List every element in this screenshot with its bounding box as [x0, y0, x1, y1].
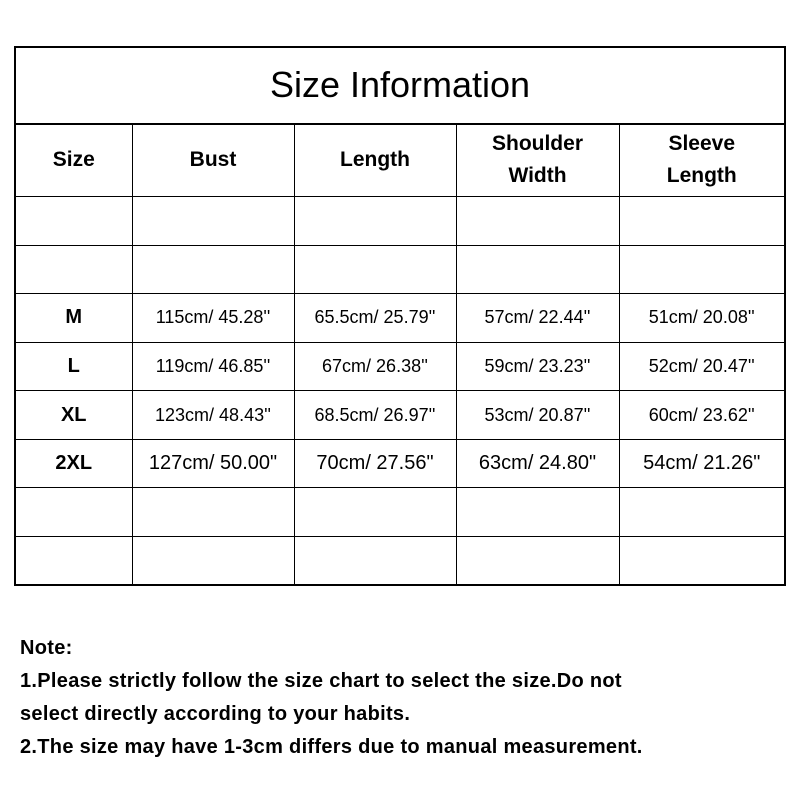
empty-row [15, 536, 785, 585]
empty-cell [132, 245, 294, 294]
size-cell: XL [15, 391, 132, 440]
empty-cell [132, 536, 294, 585]
header-bust: Bust [132, 124, 294, 197]
shoulder-cell: 53cm/ 20.87'' [456, 391, 619, 440]
header-shoulder-line2: Width [508, 164, 567, 188]
empty-cell [456, 245, 619, 294]
note-section [20, 632, 790, 764]
size-cell: M [15, 294, 132, 343]
header-size: Size [15, 124, 132, 197]
note-line-3: 2.The size may have 1-3cm differs due to manual measurement. [20, 736, 643, 758]
empty-cell [294, 245, 456, 294]
note-line-1: 1.Please strictly follow the size chart to select the size.Do not [20, 670, 622, 692]
header-shoulder-line1: Shoulder [491, 132, 583, 156]
empty-cell [456, 488, 619, 537]
table-row [15, 439, 785, 488]
header-sleeve-line1: Sleeve [668, 132, 736, 156]
size-table [14, 46, 786, 586]
empty-row [15, 197, 785, 246]
empty-cell [294, 488, 456, 537]
bust-cell: 119cm/ 46.85'' [132, 342, 294, 391]
table-row [15, 342, 785, 391]
empty-cell [15, 488, 132, 537]
bust-cell: 115cm/ 45.28'' [132, 294, 294, 343]
empty-row [15, 488, 785, 537]
bust-cell: 127cm/ 50.00" [132, 439, 294, 488]
header-shoulder-width [456, 124, 619, 197]
table-row [15, 391, 785, 440]
shoulder-cell: 59cm/ 23.23'' [456, 342, 619, 391]
header-length: Length [294, 124, 456, 197]
length-cell: 70cm/ 27.56" [294, 439, 456, 488]
table-title: Size Information [15, 47, 785, 124]
empty-cell [294, 536, 456, 585]
empty-row [15, 245, 785, 294]
length-cell: 65.5cm/ 25.79'' [294, 294, 456, 343]
empty-cell [619, 536, 785, 585]
header-sleeve-length [619, 124, 785, 197]
empty-cell [15, 197, 132, 246]
header-row [15, 124, 785, 197]
length-cell: 67cm/ 26.38'' [294, 342, 456, 391]
empty-cell [456, 197, 619, 246]
empty-cell [294, 197, 456, 246]
length-cell: 68.5cm/ 26.97'' [294, 391, 456, 440]
size-cell: L [15, 342, 132, 391]
empty-cell [619, 245, 785, 294]
sleeve-cell: 54cm/ 21.26" [619, 439, 785, 488]
empty-cell [456, 536, 619, 585]
bust-cell: 123cm/ 48.43'' [132, 391, 294, 440]
empty-cell [15, 245, 132, 294]
header-sleeve-line2: Length [666, 164, 737, 188]
sleeve-cell: 60cm/ 23.62'' [619, 391, 785, 440]
empty-cell [15, 536, 132, 585]
shoulder-cell: 57cm/ 22.44'' [456, 294, 619, 343]
note-line-2: select directly according to your habits. [20, 703, 411, 725]
empty-cell [619, 488, 785, 537]
empty-cell [132, 197, 294, 246]
note-heading: Note: [20, 637, 73, 659]
sleeve-cell: 52cm/ 20.47'' [619, 342, 785, 391]
table-row [15, 294, 785, 343]
shoulder-cell: 63cm/ 24.80" [456, 439, 619, 488]
size-cell: 2XL [15, 439, 132, 488]
title-row [15, 47, 785, 124]
empty-cell [132, 488, 294, 537]
empty-cell [619, 197, 785, 246]
sleeve-cell: 51cm/ 20.08'' [619, 294, 785, 343]
